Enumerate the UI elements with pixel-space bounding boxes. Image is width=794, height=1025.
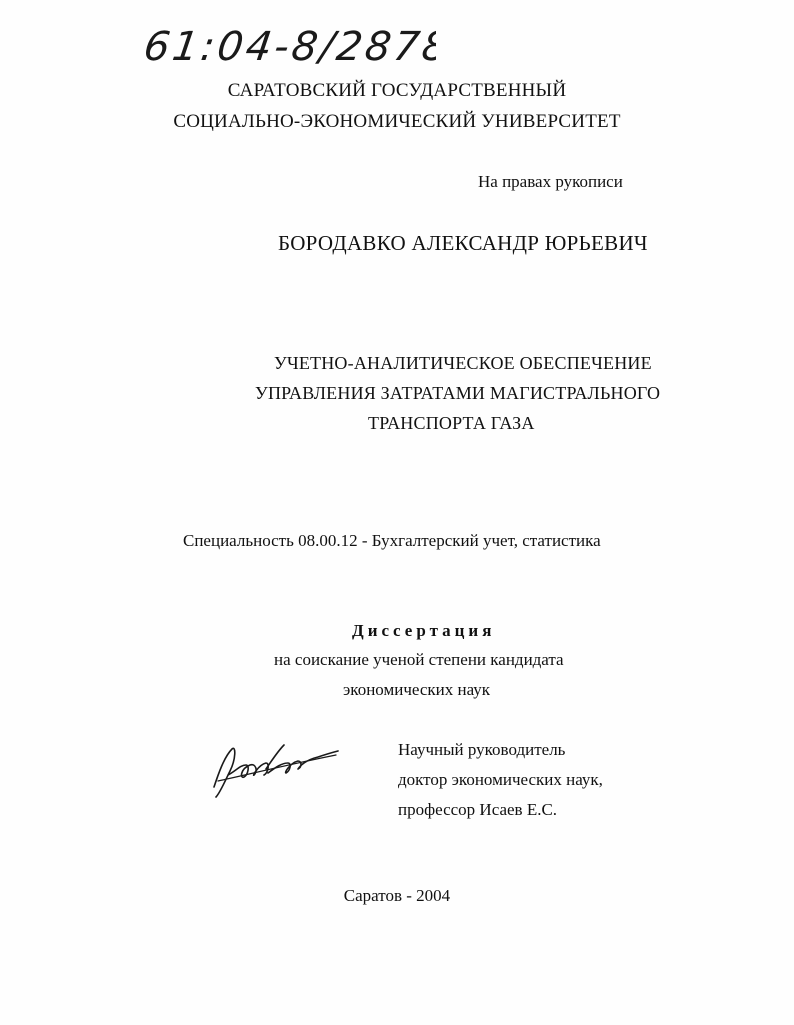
dissertation-degree-line-1: на соискание ученой степени кандидата xyxy=(274,650,564,669)
archive-code-ink xyxy=(146,6,436,76)
signature-stroke-underline xyxy=(218,755,336,781)
archive-code-text: 61:04-8/2878 xyxy=(146,24,436,70)
manuscript-rights: На правах рукописи xyxy=(478,172,623,191)
advisor-line-3: профессор Исаев Е.С. xyxy=(398,800,558,819)
handwritten-archive-code xyxy=(146,6,436,76)
advisor-line-1: Научный руководитель xyxy=(398,740,566,759)
dissertation-degree-line-2: экономических наук xyxy=(343,680,491,699)
signature-stroke-main xyxy=(214,745,338,797)
title-line-3: ТРАНСПОРТА ГАЗА xyxy=(368,413,535,433)
title-line-2: УПРАВЛЕНИЯ ЗАТРАТАМИ МАГИСТРАЛЬНОГО xyxy=(255,383,661,403)
signature-ink xyxy=(206,735,346,805)
university-line-1: САРАТОВСКИЙ ГОСУДАРСТВЕННЫЙ xyxy=(227,80,567,101)
city-year: Саратов - 2004 xyxy=(343,886,451,905)
author-name: БОРОДАВКО АЛЕКСАНДР ЮРЬЕВИЧ xyxy=(278,231,648,255)
specialty: Специальность 08.00.12 - Бухгалтерский учет, статистика xyxy=(183,531,601,550)
title-line-1: УЧЕТНО-АНАЛИТИЧЕСКОЕ ОБЕСПЕЧЕНИЕ xyxy=(274,353,652,373)
advisor-line-2: доктор экономических наук, xyxy=(398,770,603,789)
university-line-2: СОЦИАЛЬНО-ЭКОНОМИЧЕСКИЙ УНИВЕРСИТЕТ xyxy=(173,111,621,132)
author-signature xyxy=(206,735,346,805)
dissertation-heading: Диссертация xyxy=(352,621,496,640)
